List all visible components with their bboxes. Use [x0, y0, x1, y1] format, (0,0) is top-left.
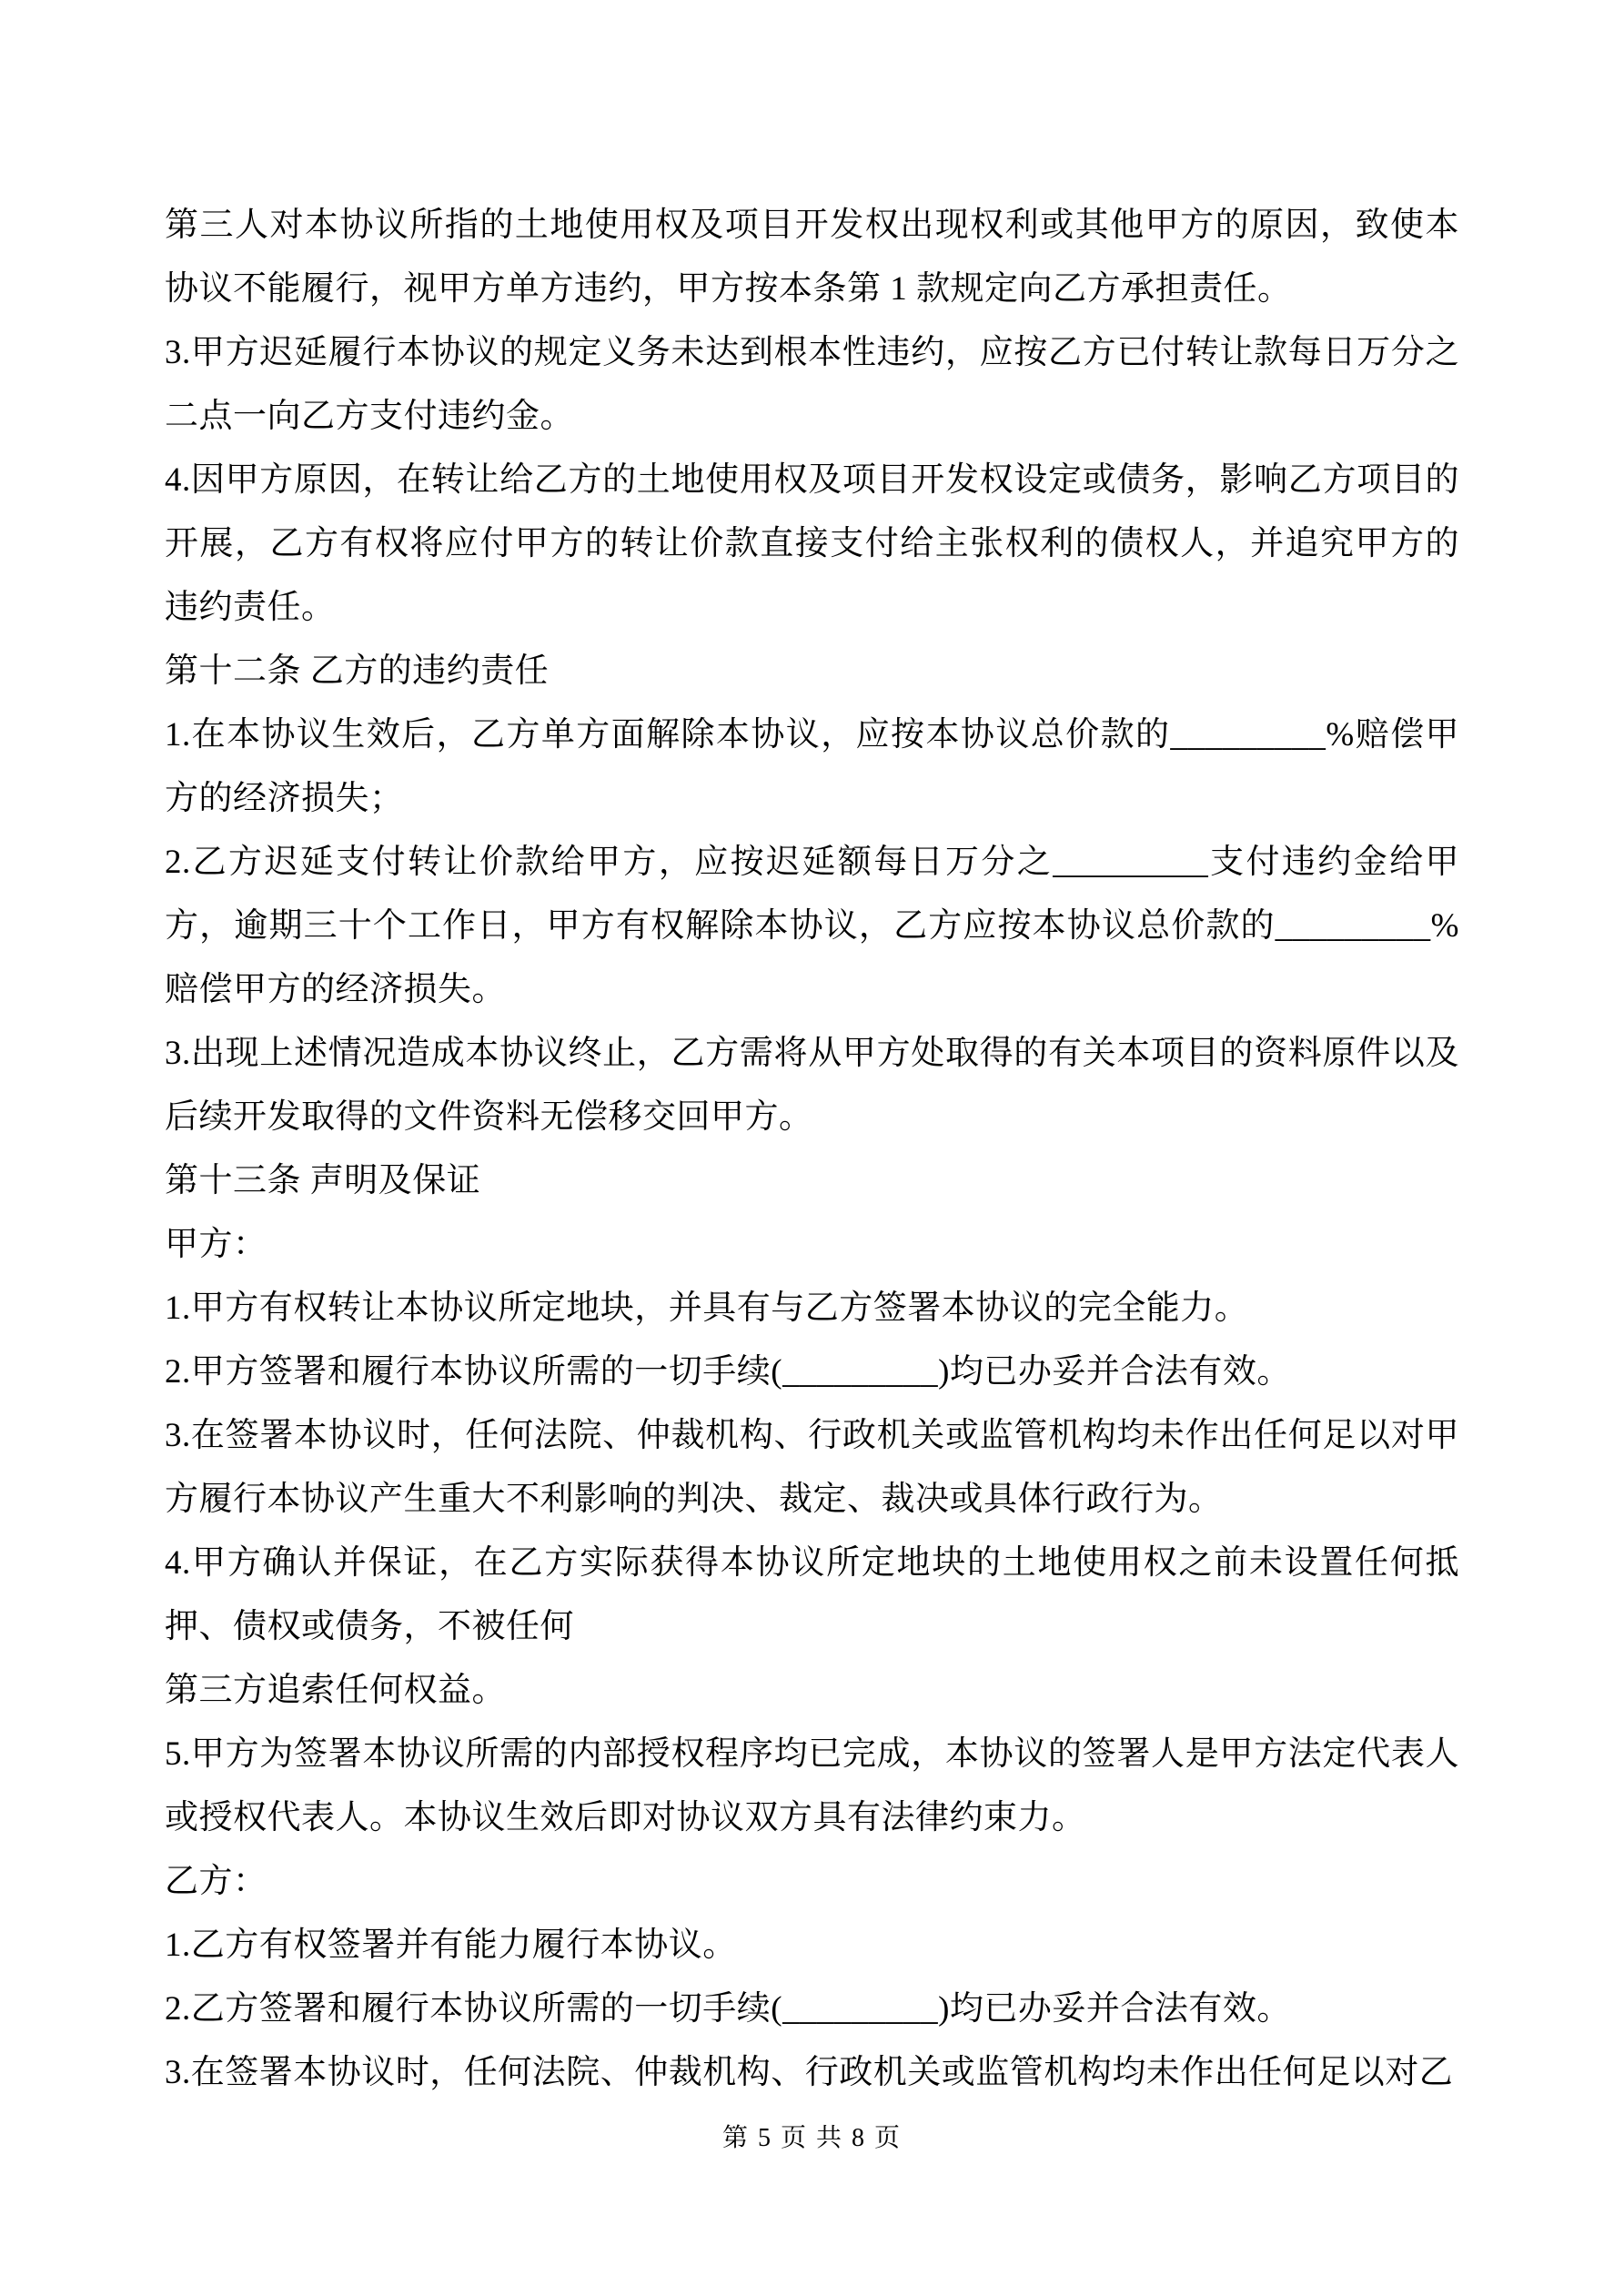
page-footer — [0, 2122, 1624, 2155]
document-body — [165, 194, 1459, 2105]
section-heading: 第十三条 声明及保证 — [165, 1162, 481, 1199]
paragraph: 3.甲方迟延履行本协议的规定义务未达到根本性违约，应按乙方已付转让款每日万分之二点一向乙方支付违约金。 — [165, 334, 1459, 435]
paragraph: 第三方追索任何权益。 — [165, 1672, 506, 1709]
paragraph: 4.因甲方原因，在转让给乙方的土地使用权及项目开发权设定或债务，影响乙方项目的开展，乙方有权将应付甲方的转让价款直接支付给主张权利的债权人，并追究甲方的违约责任。 — [165, 461, 1459, 626]
paragraph: 3.出现上述情况造成本协议终止，乙方需将从甲方处取得的有关本项目的资料原件以及后续开发取得的文件资料无偿移交回甲方。 — [165, 1035, 1459, 1136]
section-heading: 第十二条 乙方的违约责任 — [165, 652, 550, 690]
party-label: 甲方： — [165, 1226, 267, 1263]
paragraph: 2.甲方签署和履行本协议所需的一切手续(_________)均已办妥并合法有效。 — [165, 1353, 1291, 1391]
paragraph: 1.在本协议生效后，乙方单方面解除本协议，应按本协议总价款的_________%赔偿甲方的经济损失； — [165, 716, 1459, 817]
paragraph: 2.乙方迟延支付转让价款给甲方，应按迟延额每日万分之_________支付违约金给甲方，逾期三十个工作日，甲方有权解除本协议，乙方应按本协议总价款的_________%赔偿甲方的经济损失。 — [165, 844, 1459, 1008]
paragraph: 第三人对本协议所指的土地使用权及项目开发权出现权利或其他甲方的原因，致使本协议不能履行，视甲方单方违约，甲方按本条第 1 款规定向乙方承担责任。 — [165, 207, 1459, 308]
paragraph: 2.乙方签署和履行本协议所需的一切手续(_________)均已办妥并合法有效。 — [165, 1990, 1291, 2028]
page-number: 第 5 页 共 8 页 — [721, 2124, 902, 2152]
paragraph: 1.乙方有权签署并有能力履行本协议。 — [165, 1927, 737, 1964]
paragraph: 3.在签署本协议时，任何法院、仲裁机构、行政机关或监管机构均未作出任何足以对乙 — [165, 2054, 1454, 2091]
paragraph: 3.在签署本协议时，任何法院、仲裁机构、行政机关或监管机构均未作出任何足以对甲方履行本协议产生重大不利影响的判决、裁定、裁决或具体行政行为。 — [165, 1417, 1459, 1518]
paragraph: 5.甲方为签署本协议所需的内部授权程序均已完成，本协议的签署人是甲方法定代表人或授权代表人。本协议生效后即对协议双方具有法律约束力。 — [165, 1735, 1459, 1836]
paragraph: 4.甲方确认并保证，在乙方实际获得本协议所定地块的土地使用权之前未设置任何抵押、债权或债务，不被任何 — [165, 1544, 1459, 1645]
paragraph: 1.甲方有权转让本协议所定地块，并具有与乙方签署本协议的完全能力。 — [165, 1290, 1249, 1327]
party-label: 乙方： — [165, 1863, 267, 1900]
